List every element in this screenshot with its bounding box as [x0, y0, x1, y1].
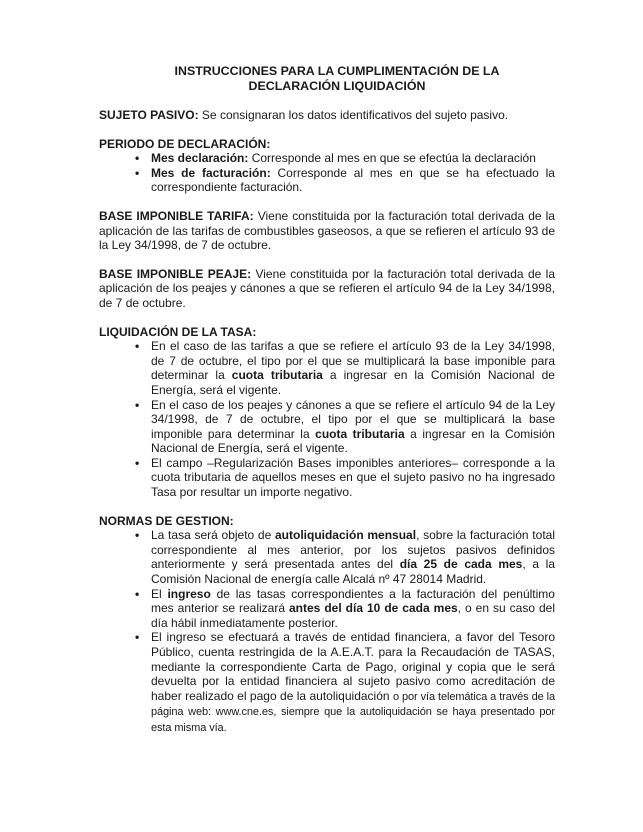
liquidacion-heading: LIQUIDACIÓN DE LA TASA:	[99, 324, 257, 339]
bullet-icon: •	[135, 528, 140, 543]
bullet-icon: •	[135, 165, 140, 180]
periodo-heading: PERIODO DE DECLARACIÓN:	[99, 136, 271, 151]
sujeto-pasivo-text: Se consignaran los datos identificativos del sujeto pasivo.	[198, 108, 509, 122]
item-text: La tasa será objeto de	[151, 528, 275, 543]
item-text: , a la Comisión Nacional de energía calle Alcalá nº 47 28014 Madrid.	[151, 557, 555, 587]
item-emphasis: ingreso	[167, 586, 211, 601]
list-item	[135, 397, 555, 456]
title-line-1: INSTRUCCIONES PARA LA CUMPLIMENTACIÓN DE LA	[174, 64, 500, 78]
bullet-icon: •	[135, 397, 140, 412]
base-peaje-label: BASE IMPONIBLE PEAJE:	[99, 266, 252, 281]
item-text: a ingresar en la Comisión Nacional de Energía, será el vigente.	[151, 426, 555, 456]
list-item	[135, 528, 555, 587]
sujeto-pasivo-label: SUJETO PASIVO:	[99, 108, 199, 122]
document-content	[99, 64, 555, 750]
item-text: El ingreso se efectuará a través de entidad financiera, a favor del Tesoro Público, cuenta restringida de la A.E.A.T. para la Recaudación de TASAS, mediante la correspondiente Carta de Pago, original y copia que le será devuelta por la entidad financiera al sujeto pasivo como acreditación de haber realizado el pago de la autoliquidación	[151, 630, 555, 703]
list-item	[135, 455, 555, 500]
item-text: En el caso de los peajes y cánones a que se refiere el artículo 94 de la Ley 34/1998, de 7 de octubre, el tipo por el que se multiplicará la base imponible para determinar la	[151, 397, 555, 441]
periodo-list	[99, 151, 555, 195]
base-tarifa-paragraph	[99, 209, 555, 253]
normas-list	[99, 528, 555, 735]
item-text: a ingresar en la Comisión Nacional de Energía, será el vigente.	[151, 368, 555, 397]
bullet-icon: •	[135, 455, 140, 470]
bullet-icon: •	[135, 151, 140, 166]
item-text: El	[151, 586, 168, 601]
list-item	[135, 339, 555, 397]
item-text: de las tasas correspondientes a la facturación del penúltimo mes anterior se realizará	[151, 586, 555, 616]
item-text: , sobre la facturación total correspondiente al mes anterior, por los sujetos pasivos definidos anteriormente y será presentada antes del	[151, 528, 555, 572]
item-emphasis: antes del día 10 de cada mes	[289, 601, 458, 616]
normas-heading: NORMAS DE GESTION:	[99, 513, 234, 528]
item-label: Mes declaración:	[151, 151, 249, 166]
sujeto-pasivo-paragraph	[99, 108, 555, 123]
document-title	[99, 64, 555, 94]
list-item	[135, 630, 556, 735]
item-label: Mes de facturación:	[151, 165, 271, 180]
title-line-2: DECLARACIÓN LIQUIDACIÓN	[248, 79, 426, 93]
liquidacion-list	[99, 339, 555, 500]
base-tarifa-text: Viene constituida por la facturación total derivada de la aplicación de las tarifas de combustibles gaseosos, a que se refieren el artículo 93 de la Ley 34/1998, de 7 de octubre.	[99, 208, 555, 253]
item-emphasis: cuota tributaria	[315, 426, 405, 441]
item-text: Corresponde al mes en que se ha efectuado la correspondiente facturación.	[151, 165, 555, 195]
bullet-icon: •	[135, 630, 140, 645]
item-text-web: o por vía telemática a través de la página web: www.cne.es, siempre que la autoliquidación se haya presentado por esta misma vía.	[151, 690, 556, 734]
item-text: En el caso de las tarifas a que se refiere el artículo 93 de la Ley 34/1998, de 7 de octubre, el tipo por el que se multiplicará la base imponible para determinar la	[151, 339, 555, 383]
bullet-icon: •	[135, 339, 140, 354]
item-text: El campo –Regularización Bases imponibles anteriores– corresponde a la cuota tributaria de aquellos meses en que el sujeto pasivo no ha ingresado Tasa por resultar un importe negativo.	[151, 455, 555, 500]
item-text: , o en su caso del día hábil inmediatamente posterior.	[151, 601, 555, 630]
base-tarifa-label: BASE IMPONIBLE TARIFA:	[99, 208, 254, 223]
base-peaje-text: Viene constituida por la facturación total derivada de la aplicación de los peajes y cánones a que se refieren el artículo 94 de la Ley 34/1998, de 7 de octubre.	[99, 266, 555, 310]
item-emphasis: día 25 de cada mes	[399, 557, 523, 572]
item-emphasis: cuota tributaria	[231, 368, 323, 383]
item-emphasis: autoliquidación mensual	[274, 528, 417, 543]
list-item	[135, 151, 555, 166]
list-item	[135, 586, 555, 631]
base-peaje-paragraph	[99, 267, 555, 311]
item-text: Corresponde al mes en que se efectúa la declaración	[248, 151, 536, 166]
list-item	[135, 165, 555, 195]
bullet-icon: •	[135, 586, 140, 601]
